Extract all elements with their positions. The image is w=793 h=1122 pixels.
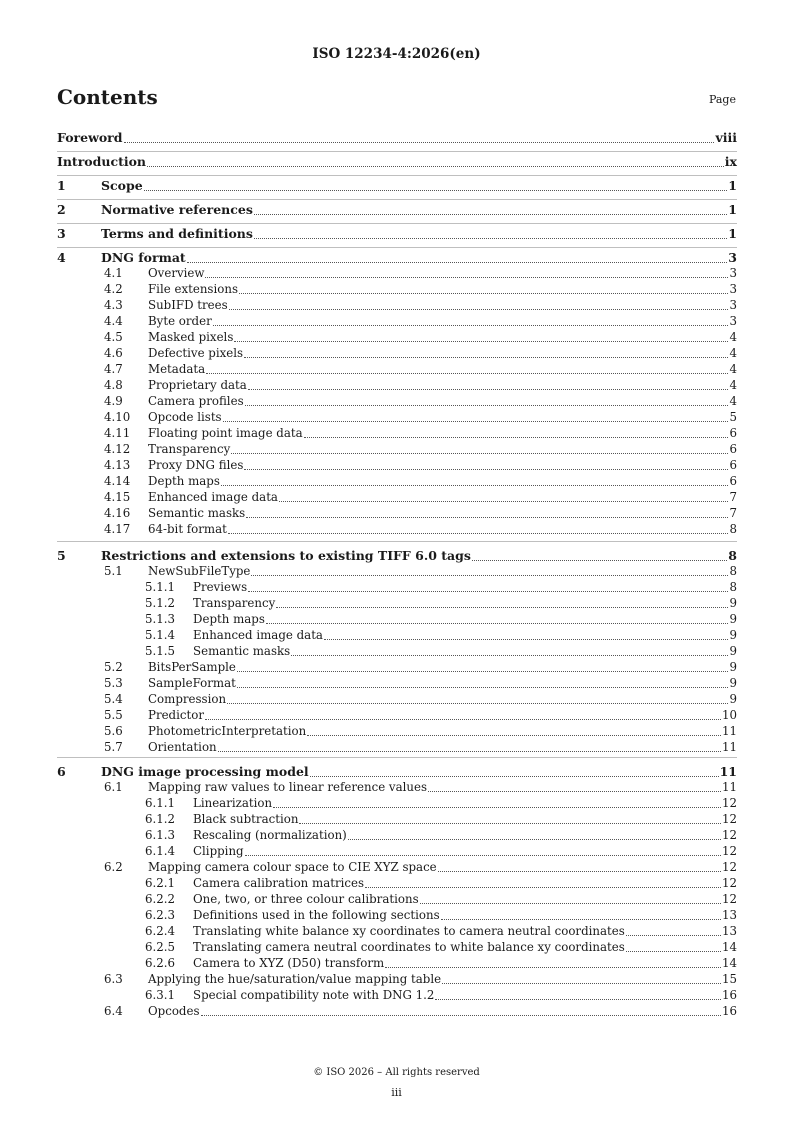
dot-leader	[231, 452, 728, 454]
dot-leader	[435, 998, 721, 1000]
toc-entry-subclause[interactable]	[57, 490, 737, 505]
toc-entry-subclause[interactable]	[57, 860, 737, 875]
toc-entry-clause[interactable]	[57, 764, 737, 780]
section-divider	[57, 223, 737, 224]
toc-entry-subclause[interactable]	[57, 282, 737, 297]
dot-leader	[227, 702, 728, 704]
toc-entry-number: 5.1.2	[145, 596, 176, 610]
toc-entry-subclause[interactable]	[57, 940, 737, 955]
toc-entry-clause[interactable]	[57, 548, 737, 564]
toc-entry-title: Restrictions and extensions to existing TIFF 6.0 tags	[101, 548, 471, 563]
dot-leader	[324, 638, 729, 640]
toc-entry-subclause[interactable]	[57, 676, 737, 691]
dot-leader	[144, 189, 728, 191]
toc-entry-page: 4	[729, 394, 737, 408]
toc-entry-title: NewSubFileType	[148, 564, 251, 578]
toc-entry-title: BitsPerSample	[148, 660, 236, 674]
toc-entry-number: 6.2	[104, 860, 123, 874]
toc-entry-page: 9	[729, 628, 737, 642]
toc-entry-number: 4.10	[104, 410, 131, 424]
dot-leader	[385, 966, 721, 968]
toc-entry-title: Terms and definitions	[101, 226, 253, 241]
toc-entry-title: One, two, or three colour calibrations	[193, 892, 419, 906]
toc-entry-title: Overview	[148, 266, 205, 280]
toc-entry-clause[interactable]	[57, 202, 737, 218]
toc-entry-title: Introduction	[57, 154, 147, 169]
toc-entry-title: Black subtraction	[193, 812, 299, 826]
toc-entry-title: Rescaling (normalization)	[193, 828, 347, 842]
toc-entry-page: 11	[721, 724, 737, 738]
toc-entry-page: 3	[729, 298, 737, 312]
toc-entry-number: 4.8	[104, 378, 123, 392]
toc-entry-number: 4.13	[104, 458, 131, 472]
dot-leader	[348, 838, 721, 840]
dot-leader	[244, 468, 728, 470]
toc-entry-title: Transparency	[148, 442, 231, 456]
toc-entry-page: 13	[721, 908, 737, 922]
toc-entry-page: 12	[721, 892, 737, 906]
toc-entry-page: 12	[721, 812, 737, 826]
toc-entry-number: 4.15	[104, 490, 131, 504]
toc-entry-subclause[interactable]	[57, 660, 737, 675]
section-divider	[57, 541, 737, 542]
toc-entry-title: Camera to XYZ (D50) transform	[193, 956, 385, 970]
toc-entry-title: Defective pixels	[148, 346, 244, 360]
toc-entry-subclause[interactable]	[57, 812, 737, 827]
dot-leader	[266, 622, 729, 624]
dot-leader	[245, 854, 721, 856]
dot-leader	[441, 918, 721, 920]
dot-leader	[124, 141, 715, 143]
toc-entry-subclause[interactable]	[57, 956, 737, 971]
dot-leader	[205, 718, 721, 720]
toc-entry-page: 4	[729, 362, 737, 376]
toc-entry-title: Special compatibility note with DNG 1.2	[193, 988, 435, 1002]
toc-entry-subclause[interactable]	[57, 988, 737, 1003]
dot-leader	[213, 324, 729, 326]
toc-entry-page: 16	[721, 988, 737, 1002]
toc-entry-page: 4	[729, 330, 737, 344]
toc-entry-title: Translating white balance xy coordinates to camera neutral coordinates	[193, 924, 625, 938]
dot-leader	[299, 822, 721, 824]
toc-entry-page: 1	[728, 226, 737, 241]
toc-entry-subclause[interactable]	[57, 378, 737, 393]
toc-entry-number: 6.2.3	[145, 908, 176, 922]
toc-entry-number: 6.3.1	[145, 988, 176, 1002]
dot-leader	[276, 606, 728, 608]
toc-entry-page: 12	[721, 828, 737, 842]
toc-entry-page: 9	[729, 676, 737, 690]
toc-entry-number: 4.4	[104, 314, 123, 328]
dot-leader	[223, 420, 729, 422]
toc-entry-page: 6	[729, 474, 737, 488]
toc-entry-subclause[interactable]	[57, 924, 737, 939]
toc-entry-page: 9	[729, 644, 737, 658]
toc-entry-number: 4.12	[104, 442, 131, 456]
dot-leader	[254, 213, 727, 215]
toc-entry-title: Compression	[148, 692, 227, 706]
toc-entry-title: SubIFD trees	[148, 298, 228, 312]
toc-entry-page: 1	[728, 178, 737, 193]
toc-entry-subclause[interactable]	[57, 692, 737, 707]
toc-entry-number: 4.16	[104, 506, 131, 520]
toc-entry-title: Floating point image data	[148, 426, 303, 440]
toc-entry-title: Semantic masks	[148, 506, 246, 520]
dot-leader	[206, 372, 728, 374]
dot-leader	[438, 870, 721, 872]
toc-entry-subclause[interactable]	[57, 644, 737, 659]
toc-entry-page: 3	[728, 250, 737, 265]
toc-entry-title: Semantic masks	[193, 644, 291, 658]
toc-entry-page: 9	[729, 660, 737, 674]
toc-entry-page: 8	[729, 580, 737, 594]
toc-entry-title: Clipping	[193, 844, 244, 858]
toc-entry-page: 7	[729, 506, 737, 520]
toc-entry-subclause[interactable]	[57, 892, 737, 907]
toc-entry-title: Camera profiles	[148, 394, 244, 408]
toc-entry-title: DNG format	[101, 250, 186, 265]
toc-entry-title: Proxy DNG files	[148, 458, 244, 472]
toc-entry-page: 8	[729, 564, 737, 578]
dot-leader	[187, 261, 728, 263]
toc-entry-number: 4.14	[104, 474, 131, 488]
toc-entry-number: 6.3	[104, 972, 123, 986]
dot-leader	[442, 982, 721, 984]
toc-entry-title: Metadata	[148, 362, 206, 376]
toc-entry-title: Opcode lists	[148, 410, 222, 424]
toc-entry-subclause[interactable]	[57, 724, 737, 739]
toc-entry-title: Mapping raw values to linear reference values	[148, 780, 428, 794]
toc-entry-title: Translating camera neutral coordinates to white balance xy coordinates	[193, 940, 625, 954]
toc-entry-subclause[interactable]	[57, 876, 737, 891]
dot-leader	[229, 308, 729, 310]
toc-entry-title: Applying the hue/saturation/value mapping table	[148, 972, 442, 986]
toc-entry-number: 6.1.2	[145, 812, 176, 826]
toc-entry-clause[interactable]	[57, 226, 737, 242]
toc-entry-page: 9	[729, 692, 737, 706]
toc-entry-subclause[interactable]	[57, 362, 737, 377]
dot-leader	[147, 165, 724, 167]
toc-entry-number: 6.2.4	[145, 924, 176, 938]
dot-leader	[228, 532, 729, 534]
toc-entry-page: 11	[719, 764, 737, 779]
toc-entry-number: 4.5	[104, 330, 123, 344]
dot-leader	[201, 1014, 721, 1016]
toc-entry-number: 4.7	[104, 362, 123, 376]
page-number: iii	[391, 1086, 402, 1099]
toc-entry-number: 1	[57, 178, 66, 193]
toc-entry-page: 11	[721, 780, 737, 794]
dot-leader	[248, 590, 728, 592]
toc-entry-title: Proprietary data	[148, 378, 247, 392]
toc-entry-title: Orientation	[148, 740, 217, 754]
toc-entry-title: Previews	[193, 580, 248, 594]
toc-entry-title: Depth maps	[193, 612, 265, 626]
toc-entry-page: 15	[721, 972, 737, 986]
toc-entry-page: 12	[721, 796, 737, 810]
dot-leader	[246, 516, 728, 518]
toc-entry-number: 6.1.1	[145, 796, 176, 810]
toc-entry-subclause[interactable]	[57, 266, 737, 281]
toc-entry-subclause[interactable]	[57, 740, 737, 755]
section-divider	[57, 757, 737, 758]
toc-entry-number: 6.2.1	[145, 876, 176, 890]
toc-entry-page: 6	[729, 442, 737, 456]
toc-entry-title: PhotometricInterpretation	[148, 724, 307, 738]
dot-leader	[234, 340, 728, 342]
toc-entry-clause[interactable]	[57, 130, 737, 146]
document-id-header: ISO 12234-4:2026(en)	[312, 46, 481, 62]
toc-entry-number: 6.1.4	[145, 844, 176, 858]
toc-entry-number: 5.5	[104, 708, 123, 722]
toc-entry-title: Predictor	[148, 708, 204, 722]
toc-entry-title: Enhanced image data	[148, 490, 278, 504]
toc-entry-subclause[interactable]	[57, 580, 737, 595]
section-divider	[57, 247, 737, 248]
toc-entry-subclause[interactable]	[57, 828, 737, 843]
toc-entry-number: 4.17	[104, 522, 131, 536]
dot-leader	[304, 436, 729, 438]
toc-entry-page: 11	[721, 740, 737, 754]
toc-entry-page: 9	[729, 596, 737, 610]
toc-entry-page: 13	[721, 924, 737, 938]
toc-entry-subclause[interactable]	[57, 458, 737, 473]
dot-leader	[251, 574, 728, 576]
toc-entry-number: 6.4	[104, 1004, 123, 1018]
toc-entry-page: 3	[729, 266, 737, 280]
toc-entry-page: 9	[729, 612, 737, 626]
toc-entry-title: 64-bit format	[148, 522, 227, 536]
dot-leader	[307, 734, 721, 736]
toc-entry-subclause[interactable]	[57, 330, 737, 345]
toc-entry-page: 1	[728, 202, 737, 217]
dot-leader	[218, 750, 721, 752]
toc-entry-subclause[interactable]	[57, 1004, 737, 1019]
toc-entry-clause[interactable]	[57, 178, 737, 194]
dot-leader	[365, 886, 721, 888]
dot-leader	[472, 559, 727, 561]
toc-entry-number: 5.1.3	[145, 612, 176, 626]
toc-entry-subclause[interactable]	[57, 298, 737, 313]
toc-entry-number: 5.7	[104, 740, 123, 754]
toc-entry-number: 5.6	[104, 724, 123, 738]
toc-entry-title: Scope	[101, 178, 143, 193]
toc-entry-title: SampleFormat	[148, 676, 236, 690]
toc-entry-number: 2	[57, 202, 66, 217]
dot-leader	[239, 292, 728, 294]
dot-leader	[205, 276, 728, 278]
toc-entry-title: Enhanced image data	[193, 628, 323, 642]
toc-entry-subclause[interactable]	[57, 506, 737, 521]
dot-leader	[221, 484, 729, 486]
toc-entry-number: 4.11	[104, 426, 131, 440]
toc-entry-title: Transparency	[193, 596, 276, 610]
toc-entry-number: 5.4	[104, 692, 123, 706]
dot-leader	[248, 388, 729, 390]
toc-entry-subclause[interactable]	[57, 780, 737, 795]
toc-entry-subclause[interactable]	[57, 394, 737, 409]
toc-entry-number: 5.1	[104, 564, 123, 578]
toc-entry-subclause[interactable]	[57, 564, 737, 579]
toc-entry-title: Foreword	[57, 130, 123, 145]
toc-entry-subclause[interactable]	[57, 426, 737, 441]
copyright-footer: © ISO 2026 – All rights reserved	[313, 1067, 480, 1078]
toc-entry-subclause[interactable]	[57, 442, 737, 457]
toc-entry-subclause[interactable]	[57, 522, 737, 537]
section-divider	[57, 199, 737, 200]
toc-entry-page: 12	[721, 844, 737, 858]
toc-entry-clause[interactable]	[57, 154, 737, 170]
toc-entry-number: 4.2	[104, 282, 123, 296]
toc-entry-number: 6.1.3	[145, 828, 176, 842]
toc-entry-subclause[interactable]	[57, 410, 737, 425]
toc-entry-title: Linearization	[193, 796, 273, 810]
dot-leader	[420, 902, 721, 904]
dot-leader	[273, 806, 721, 808]
toc-entry-title: DNG image processing model	[101, 764, 309, 779]
toc-entry-number: 4.3	[104, 298, 123, 312]
toc-entry-page: 4	[729, 346, 737, 360]
dot-leader	[244, 356, 728, 358]
toc-entry-number: 5.1.4	[145, 628, 176, 642]
toc-entry-title: Masked pixels	[148, 330, 234, 344]
toc-entry-page: ix	[724, 154, 737, 169]
toc-entry-number: 4.9	[104, 394, 123, 408]
toc-entry-page: 14	[721, 956, 737, 970]
toc-entry-title: Opcodes	[148, 1004, 200, 1018]
toc-entry-page: 6	[729, 458, 737, 472]
toc-entry-number: 5	[57, 548, 66, 563]
toc-entry-number: 4.1	[104, 266, 123, 280]
toc-entry-title: Normative references	[101, 202, 253, 217]
toc-entry-number: 4	[57, 250, 66, 265]
toc-entry-number: 5.1.1	[145, 580, 176, 594]
toc-entry-title: Byte order	[148, 314, 212, 328]
toc-entry-clause[interactable]	[57, 250, 737, 266]
toc-entry-page: 12	[721, 860, 737, 874]
toc-entry-page: 3	[729, 314, 737, 328]
toc-entry-page: 12	[721, 876, 737, 890]
toc-entry-title: Mapping camera colour space to CIE XYZ space	[148, 860, 437, 874]
dot-leader	[254, 237, 727, 239]
dot-leader	[291, 654, 728, 656]
toc-entry-number: 5.3	[104, 676, 123, 690]
toc-entry-page: 6	[729, 426, 737, 440]
toc-entry-page: 8	[728, 548, 737, 563]
section-divider	[57, 151, 737, 152]
toc-entry-subclause[interactable]	[57, 796, 737, 811]
toc-entry-number: 6.2.6	[145, 956, 176, 970]
toc-entry-page: 5	[729, 410, 737, 424]
toc-entry-subclause[interactable]	[57, 474, 737, 489]
toc-entry-subclause[interactable]	[57, 908, 737, 923]
toc-entry-number: 3	[57, 226, 66, 241]
dot-leader	[310, 775, 719, 777]
toc-entry-title: File extensions	[148, 282, 238, 296]
toc-entry-number: 5.2	[104, 660, 123, 674]
toc-entry-number: 5.1.5	[145, 644, 176, 658]
toc-entry-subclause[interactable]	[57, 972, 737, 987]
dot-leader	[428, 790, 721, 792]
toc-entry-subclause[interactable]	[57, 612, 737, 627]
dot-leader	[237, 686, 729, 688]
toc-entry-number: 6	[57, 764, 66, 779]
toc-entry-page: 8	[729, 522, 737, 536]
toc-entry-subclause[interactable]	[57, 596, 737, 611]
section-divider	[57, 175, 737, 176]
toc-entry-subclause[interactable]	[57, 314, 737, 329]
toc-entry-number: 6.2.5	[145, 940, 176, 954]
page-column-label: Page	[708, 93, 736, 106]
dot-leader	[626, 934, 721, 936]
toc-entry-page: 16	[721, 1004, 737, 1018]
toc-entry-page: 3	[729, 282, 737, 296]
toc-entry-page: 14	[721, 940, 737, 954]
toc-entry-page: 10	[721, 708, 737, 722]
dot-leader	[245, 404, 729, 406]
dot-leader	[626, 950, 721, 952]
toc-entry-number: 6.1	[104, 780, 123, 794]
toc-entry-title: Definitions used in the following sections	[193, 908, 440, 922]
toc-entry-subclause[interactable]	[57, 346, 737, 361]
dot-leader	[279, 500, 729, 502]
toc-entry-page: 4	[729, 378, 737, 392]
toc-entry-title: Camera calibration matrices	[193, 876, 365, 890]
toc-entry-number: 6.2.2	[145, 892, 176, 906]
contents-title: Contents	[57, 85, 158, 109]
toc-entry-subclause[interactable]	[57, 844, 737, 859]
toc-entry-page: viii	[715, 130, 737, 145]
dot-leader	[237, 670, 729, 672]
toc-entry-subclause[interactable]	[57, 708, 737, 723]
toc-entry-number: 4.6	[104, 346, 123, 360]
toc-entry-subclause[interactable]	[57, 628, 737, 643]
toc-entry-title: Depth maps	[148, 474, 220, 488]
toc-entry-page: 7	[729, 490, 737, 504]
